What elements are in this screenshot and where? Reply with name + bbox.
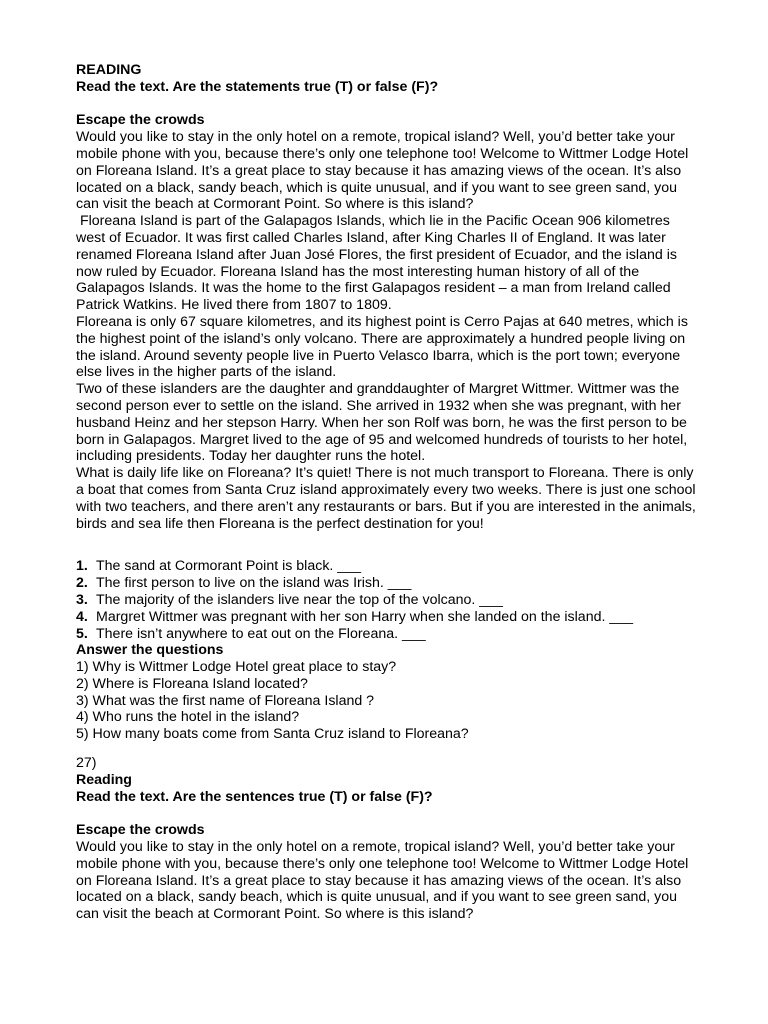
- passage-line: including presidents. Today her daughter runs the hotel.: [76, 448, 426, 465]
- statement-text: There isn’t anywhere to eat out on the Floreana. ___: [96, 625, 426, 642]
- question-item: 3) What was the first name of Floreana Island ?: [76, 692, 375, 709]
- question-item: 4) Who runs the hotel in the island?: [76, 709, 300, 726]
- statement-number: 2.: [76, 575, 88, 592]
- statement-text: The majority of the islanders live near the top of the volcano. ___: [96, 591, 503, 608]
- section2-heading: Reading: [76, 771, 132, 788]
- passage-line: Two of these islanders are the daughter and granddaughter of Margret Wittmer. Wittmer was the: [76, 381, 680, 398]
- question-item: 2) Where is Floreana Island located?: [76, 675, 308, 692]
- statement-item: [76, 575, 748, 592]
- passage-line: mobile phone with you, because there’s only one telephone too! Welcome to Wittmer Lodge Hotel: [76, 145, 689, 162]
- passage-line: husband Heinz and her stepson Harry. When her son Rolf was born, he was the first person to be: [76, 414, 687, 431]
- statement-number: 3.: [76, 591, 88, 608]
- statement-text: The first person to live on the island was Irish. ___: [96, 575, 412, 592]
- passage-line: on Floreana Island. It’s a great place to stay because it has amazing views of the ocean. It’s also: [76, 162, 682, 179]
- statements-list: [76, 558, 748, 642]
- passage-line: located on a black, sandy beach, which is quite unusual, and if you want to see green sand, you: [76, 179, 677, 196]
- passage-line: can visit the beach at Cormorant Point. So where is this island?: [76, 906, 474, 923]
- section2-passage: [76, 839, 748, 923]
- passage-line: the island. Around seventy people live in Puerto Velasco Ibarra, which is the port town; everyone: [76, 347, 681, 364]
- statement-number: 4.: [76, 608, 88, 625]
- passage-line: Floreana is only 67 square kilometres, and its highest point is Cerro Pajas at 640 metres, which is: [76, 313, 688, 330]
- statement-number: 1.: [76, 558, 88, 575]
- passage-line: located on a black, sandy beach, which is quite unusual, and if you want to see green sand, you: [76, 889, 677, 906]
- passage-line: mobile phone with you, because there’s only one telephone too! Welcome to Wittmer Lodge Hotel: [76, 855, 689, 872]
- statement-number: 5.: [76, 625, 88, 642]
- section1-instruction: Read the text. Are the statements true (T) or false (F)?: [76, 78, 439, 95]
- statement-item: [76, 609, 748, 626]
- question-item: 1) Why is Wittmer Lodge Hotel great place to stay?: [76, 659, 397, 676]
- passage-line: west of Ecuador. It was first called Charles Island, after King Charles II of England. It was later: [76, 229, 666, 246]
- passage-line: Would you like to stay in the only hotel on a remote, tropical island? Well, you’d better take your: [76, 839, 675, 856]
- statement-text: Margret Wittmer was pregnant with her son Harry when she landed on the island. ___: [96, 608, 634, 625]
- passage-line: second person ever to settle on the island. She arrived in 1932 when she was pregnant, with her: [76, 397, 681, 414]
- passage-line: born in Galapagos. Margret lived to the age of 95 and welcomed hundreds of tourists to her hotel,: [76, 431, 688, 448]
- section1-passage: [76, 129, 748, 532]
- passage-line: with two teachers, and there aren’t any restaurants or bars. But if you are interested in the animals,: [76, 498, 696, 515]
- passage-line: the highest point of the island’s only volcano. There are approximately a hundred people living on: [76, 330, 686, 347]
- statement-item: [76, 626, 748, 643]
- questions-list: [76, 659, 748, 743]
- section1-title: Escape the crowds: [76, 112, 205, 129]
- statement-text: The sand at Cormorant Point is black. ___: [96, 558, 361, 575]
- statement-item: [76, 558, 748, 575]
- passage-line: a boat that comes from Santa Cruz island approximately every two weeks. There is just one school: [76, 481, 696, 498]
- passage-line: now ruled by Ecuador. Floreana Island has the most interesting human history of all of the: [76, 263, 640, 280]
- passage-line: else lives in the higher parts of the island.: [76, 364, 337, 381]
- passage-line: can visit the beach at Cormorant Point. So where is this island?: [76, 196, 474, 213]
- passage-line: renamed Floreana Island after Juan José Flores, the first president of Ecuador, and the island is: [76, 246, 677, 263]
- passage-line: birds and sea life then Floreana is the perfect destination for you!: [76, 515, 484, 532]
- passage-line: Galapagos Islands. It was the home to the first Galapagos resident – a man from Ireland called: [76, 280, 671, 297]
- passage-line: on Floreana Island. It’s a great place to stay because it has amazing views of the ocean. It’s also: [76, 872, 682, 889]
- section2-instruction: Read the text. Are the sentences true (T) or false (F)?: [76, 788, 433, 805]
- section2-title: Escape the crowds: [76, 822, 205, 839]
- passage-line: Floreana Island is part of the Galapagos Islands, which lie in the Pacific Ocean 906 kilometres: [76, 213, 670, 230]
- section2-number: 27): [76, 755, 97, 772]
- passage-line: What is daily life like on Floreana? It’s quiet! There is not much transport to Floreana. There is only: [76, 465, 694, 482]
- passage-line: Would you like to stay in the only hotel on a remote, tropical island? Well, you’d better take your: [76, 129, 675, 146]
- question-item: 5) How many boats come from Santa Cruz island to Floreana?: [76, 726, 469, 743]
- answer-heading: Answer the questions: [76, 642, 224, 659]
- passage-line: Patrick Watkins. He lived there from 1807 to 1809.: [76, 297, 392, 314]
- section1-heading: READING: [76, 62, 142, 78]
- statement-item: [76, 592, 748, 609]
